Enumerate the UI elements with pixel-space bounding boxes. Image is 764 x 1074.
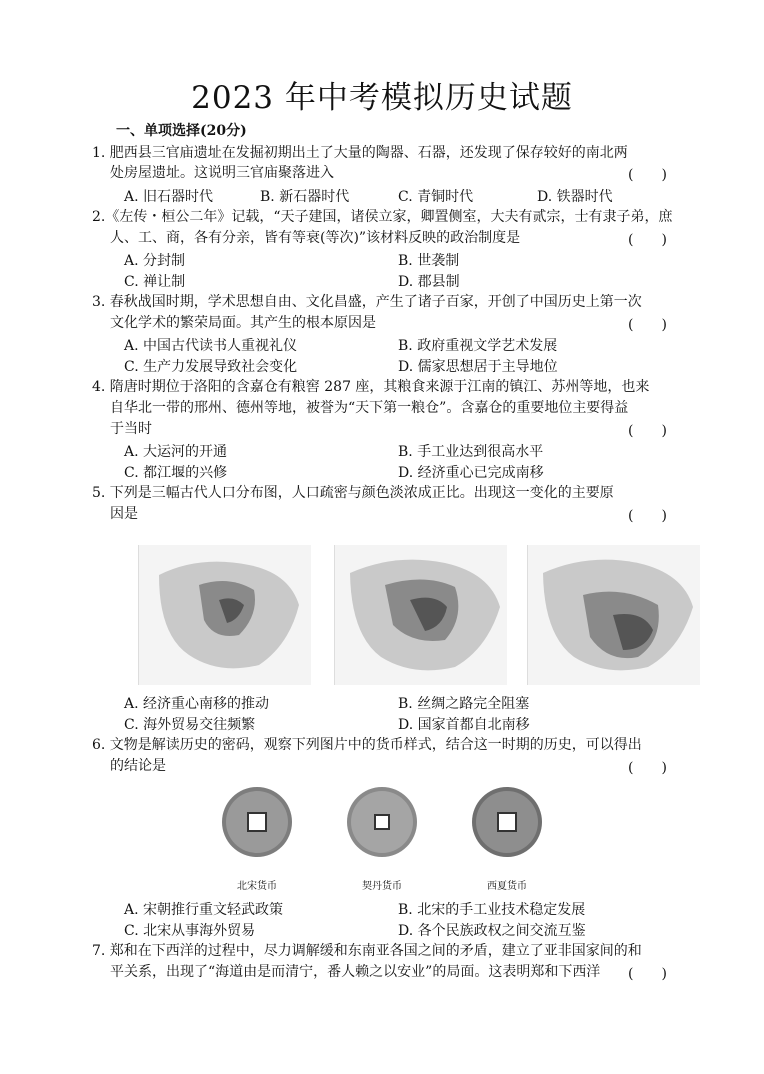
q4-option-a: A. 大运河的开通 <box>124 444 228 460</box>
q3-option-c: C. 生产力发展导致社会变化 <box>124 359 298 375</box>
q6-option-c: C. 北宋从事海外贸易 <box>124 923 256 939</box>
q1-option-a: A. 旧石器时代 <box>124 189 214 205</box>
q6-option-b: B. 北宋的手工业技术稳定发展 <box>398 902 586 918</box>
population-map-3 <box>527 545 700 685</box>
q6-answer-blank: ( ) <box>628 760 667 776</box>
q5-stem-line2: 因是 <box>110 506 138 522</box>
q2-option-c: C. 禅让制 <box>124 274 186 290</box>
population-map-2-image <box>335 545 507 685</box>
q7-stem-line1: 7. 郑和在下西洋的过程中，尽力调解缓和东南亚各国之间的矛盾，建立了亚非国家间的和 <box>92 943 642 959</box>
q5-stem-line1: 5. 下列是三幅古代人口分布图，人口疏密与颜色淡浓成正比。出现这一变化的主要原 <box>92 485 614 501</box>
q6-stem-line1: 6. 文物是解读历史的密码，观察下列图片中的货币样式，结合这一时期的历史，可以得出 <box>92 737 642 753</box>
coin-caption-western-xia: 西夏货币 <box>487 881 527 892</box>
coin-caption-khitan: 契丹货币 <box>362 881 402 892</box>
population-map-2 <box>334 545 507 685</box>
page-title: 2023 年中考模拟历史试题 <box>191 80 573 116</box>
q1-option-d: D. 铁器时代 <box>537 189 613 205</box>
q2-option-d: D. 郡县制 <box>398 274 460 290</box>
q4-option-b: B. 手工业达到很高水平 <box>398 444 544 460</box>
q5-answer-blank: ( ) <box>628 508 667 524</box>
population-map-1 <box>138 545 311 685</box>
q6-option-d: D. 各个民族政权之间交流互鉴 <box>398 923 586 939</box>
q3-option-d: D. 儒家思想居于主导地位 <box>398 359 558 375</box>
western-xia-coin-image <box>470 785 544 859</box>
q4-stem-line2: 自华北一带的邢州、德州等地，被誉为“天下第一粮仓”。含嘉仓的重要地位主要得益 <box>110 400 629 416</box>
q1-option-b: B. 新石器时代 <box>260 189 350 205</box>
northern-song-coin-image <box>220 785 294 859</box>
q1-stem-line1: 1. 肥西县三官庙遗址在发掘初期出土了大量的陶器、石器，还发现了保存较好的南北两 <box>92 145 628 161</box>
q4-option-d: D. 经济重心已完成南移 <box>398 465 544 481</box>
q5-option-d: D. 国家首都自北南移 <box>398 717 530 733</box>
q1-option-c: C. 青铜时代 <box>398 189 474 205</box>
q7-stem-line2: 平关系，出现了“海道由是而清宁，番人赖之以安业”的局面。这表明郑和下西洋 <box>110 964 601 980</box>
q4-stem-line1: 4. 隋唐时期位于洛阳的含嘉仓有粮窖 287 座，其粮食来源于江南的镇江、苏州等地，也来 <box>92 379 650 395</box>
q1-stem-line2: 处房屋遗址。这说明三官庙聚落进入 <box>110 165 334 181</box>
q3-answer-blank: ( ) <box>628 317 667 333</box>
q5-option-c: C. 海外贸易交往频繁 <box>124 717 256 733</box>
q6-option-a: A. 宋朝推行重文轻武政策 <box>124 902 284 918</box>
q7-answer-blank: ( ) <box>628 966 667 982</box>
khitan-coin-image <box>345 785 419 859</box>
q3-option-b: B. 政府重视文学艺术发展 <box>398 338 558 354</box>
q4-stem-line3: 于当时 <box>110 421 152 437</box>
q5-option-a: A. 经济重心南移的推动 <box>124 696 270 712</box>
population-map-3-image <box>528 545 700 685</box>
section-heading: 一、单项选择(20分) <box>116 123 247 139</box>
q2-answer-blank: ( ) <box>628 232 667 248</box>
q1-answer-blank: ( ) <box>628 167 667 183</box>
q4-answer-blank: ( ) <box>628 423 667 439</box>
q2-stem-line1: 2.《左传・桓公二年》记载，“天子建国，诸侯立家，卿置侧室，大夫有贰宗，士有隶子弟，庶 <box>92 209 673 225</box>
q4-option-c: C. 都江堰的兴修 <box>124 465 228 481</box>
q5-option-b: B. 丝绸之路完全阻塞 <box>398 696 530 712</box>
q6-stem-line2: 的结论是 <box>110 758 166 774</box>
q2-option-a: A. 分封制 <box>124 253 186 269</box>
q2-stem-line2: 人、工、商，各有分亲，皆有等衰(等次)”该材料反映的政治制度是 <box>110 230 521 246</box>
population-map-1-image <box>139 545 311 685</box>
q3-stem-line2: 文化学术的繁荣局面。其产生的根本原因是 <box>110 315 376 331</box>
q3-option-a: A. 中国古代读书人重视礼仪 <box>124 338 298 354</box>
q2-option-b: B. 世袭制 <box>398 253 460 269</box>
q3-stem-line1: 3. 春秋战国时期，学术思想自由、文化昌盛，产生了诸子百家，开创了中国历史上第一次 <box>92 294 642 310</box>
coin-caption-northern-song: 北宋货币 <box>237 881 277 892</box>
